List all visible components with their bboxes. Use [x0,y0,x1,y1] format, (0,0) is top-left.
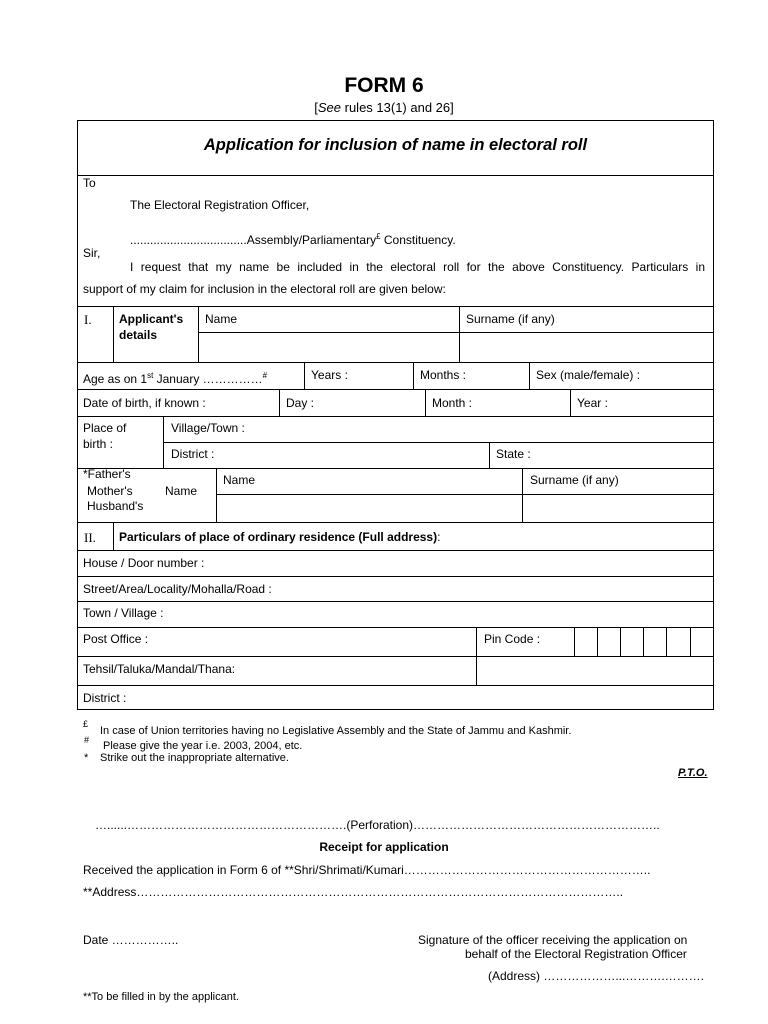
applicant-name-field[interactable] [199,333,459,362]
town-village-label[interactable]: Town / Village : [83,606,164,620]
dob-day-label[interactable]: Day : [286,396,315,410]
officer-address[interactable]: (Address) ………………...……….………. [488,969,705,983]
section-1-heading-2: details [119,328,158,342]
divider [77,306,714,307]
relation-surname-label: Surname (if any) [530,473,619,487]
receipt-title: Receipt for application [319,840,449,854]
divider [489,442,490,468]
pin-box[interactable] [620,627,621,656]
relation-name-label: Name [223,473,256,487]
section-2-number: II. [84,530,96,545]
receipt-received-line[interactable]: Received the application in Form 6 of **Shri/Shrimati/Kumari…………………………………………………….. [83,863,651,877]
request-line-1: I request that my name be included in the electoral roll for the above Constituency. Particulars in [130,260,705,274]
pin-box[interactable] [597,627,598,656]
place-of-birth-label-2: birth : [83,437,114,451]
footnote-pound-text: In case of Union territories having no Legislative Assembly and the State of Jammu and Kashmir. [100,725,572,737]
relation-surname-field[interactable] [523,495,714,522]
age-label-rest: January …………… [153,372,263,386]
section-1-heading: Applicant's [119,312,184,326]
footnote-star-mark: * [84,752,89,764]
pin-box[interactable] [574,627,575,656]
applicant-surname-label: Surname (if any) [466,312,555,326]
divider [77,522,714,523]
pto-label: P.T.O. [678,767,708,779]
application-title: Application for inclusion of name in electoral roll [203,136,588,154]
birth-district-label[interactable]: District : [171,447,215,461]
divider [113,522,114,550]
divider [77,685,714,686]
divider [304,362,305,389]
divider [113,306,114,362]
request-line-2: support of my claim for inclusion in the electoral roll are given below: [83,282,446,296]
divider [77,175,714,176]
applicant-note: **To be filled in by the applicant. [83,991,239,1003]
divider [77,656,714,657]
divider [77,362,714,363]
constituency-dots: ...................................Assembly/Parliamentary [130,233,377,247]
age-footnote-mark: # [262,371,268,380]
section-1-number: I. [84,312,92,327]
relation-name-field[interactable] [217,495,522,522]
section-2-heading [119,530,440,544]
pin-box[interactable] [643,627,644,656]
divider [77,576,714,577]
birth-state-label[interactable]: State : [496,447,531,461]
footnote-hash-text: Please give the year i.e. 2003, 2004, etc. [103,740,303,752]
divider [425,389,426,416]
dob-month-label[interactable]: Month : [432,396,473,410]
relation-husband-label: Husband's [87,499,144,513]
divider [77,627,714,628]
pin-box[interactable] [666,627,667,656]
sir-salutation: Sir, [83,246,101,260]
divider [77,550,714,551]
officer-line: The Electoral Registration Officer, [130,198,310,212]
dob-label: Date of birth, if known : [83,396,206,410]
relation-name-suffix: Name [165,484,198,498]
perforation-line: …......……………………………………………….(Perforation)…………………………………………………….. [95,818,660,832]
street-label[interactable]: Street/Area/Locality/Mohalla/Road : [83,582,272,596]
divider [77,601,714,602]
signature-line-1: Signature of the officer receiving the application on [418,933,688,947]
constituency-line [130,233,456,247]
receipt-date[interactable]: Date …………….. [83,933,179,947]
rules-text: rules 13(1) and 26] [341,100,454,115]
signature-line-2: behalf of the Electoral Registration Officer [465,947,687,961]
applicant-name-label: Name [205,312,238,326]
footnote-pound-mark: £ [83,719,89,729]
divider [77,468,714,469]
divider [529,362,530,389]
rules-reference [0,100,768,115]
rules-bracket: [ [314,100,318,115]
relation-mother-label: Mother's [87,484,133,498]
footnote-hash-mark: # [84,735,90,745]
dob-year-label[interactable]: Year : [577,396,608,410]
footnote-star-text: Strike out the inappropriate alternative. [100,752,289,764]
pin-code-label: Pin Code : [484,632,541,646]
birth-village-label[interactable]: Village/Town : [171,421,245,435]
years-label[interactable]: Years : [311,368,348,382]
to-label: To [83,176,96,190]
section-2-heading-colon: : [437,530,441,544]
place-of-birth-label: Place of [83,421,127,435]
post-office-label[interactable]: Post Office : [83,632,149,646]
constituency-end: Constituency. [380,233,456,247]
receipt-address-line[interactable]: **Address………………………………………………………………………………………………………….. [83,885,624,899]
divider [413,362,414,389]
age-label [83,372,267,386]
divider [163,442,714,443]
months-label[interactable]: Months : [420,368,467,382]
form-title: FORM 6 [344,74,424,97]
divider [77,416,714,417]
house-number-label[interactable]: House / Door number : [83,556,205,570]
section-2-heading-text: Particulars of place of ordinary residence (Full address) [119,530,438,544]
constituency-footnote-mark: £ [376,232,381,241]
tehsil-label[interactable]: Tehsil/Taluka/Mandal/Thana: [83,662,236,676]
age-label-text: Age as on 1 [83,372,148,386]
divider [77,389,714,390]
relation-father-label: *Father's [83,467,131,481]
divider [570,389,571,416]
rules-see: See [317,100,342,115]
applicant-surname-field[interactable] [460,333,714,362]
pin-box[interactable] [690,627,691,656]
age-label-sup: st [147,371,154,380]
residence-district-label[interactable]: District : [83,691,127,705]
divider [279,389,280,416]
sex-label[interactable]: Sex (male/female) : [536,368,641,382]
